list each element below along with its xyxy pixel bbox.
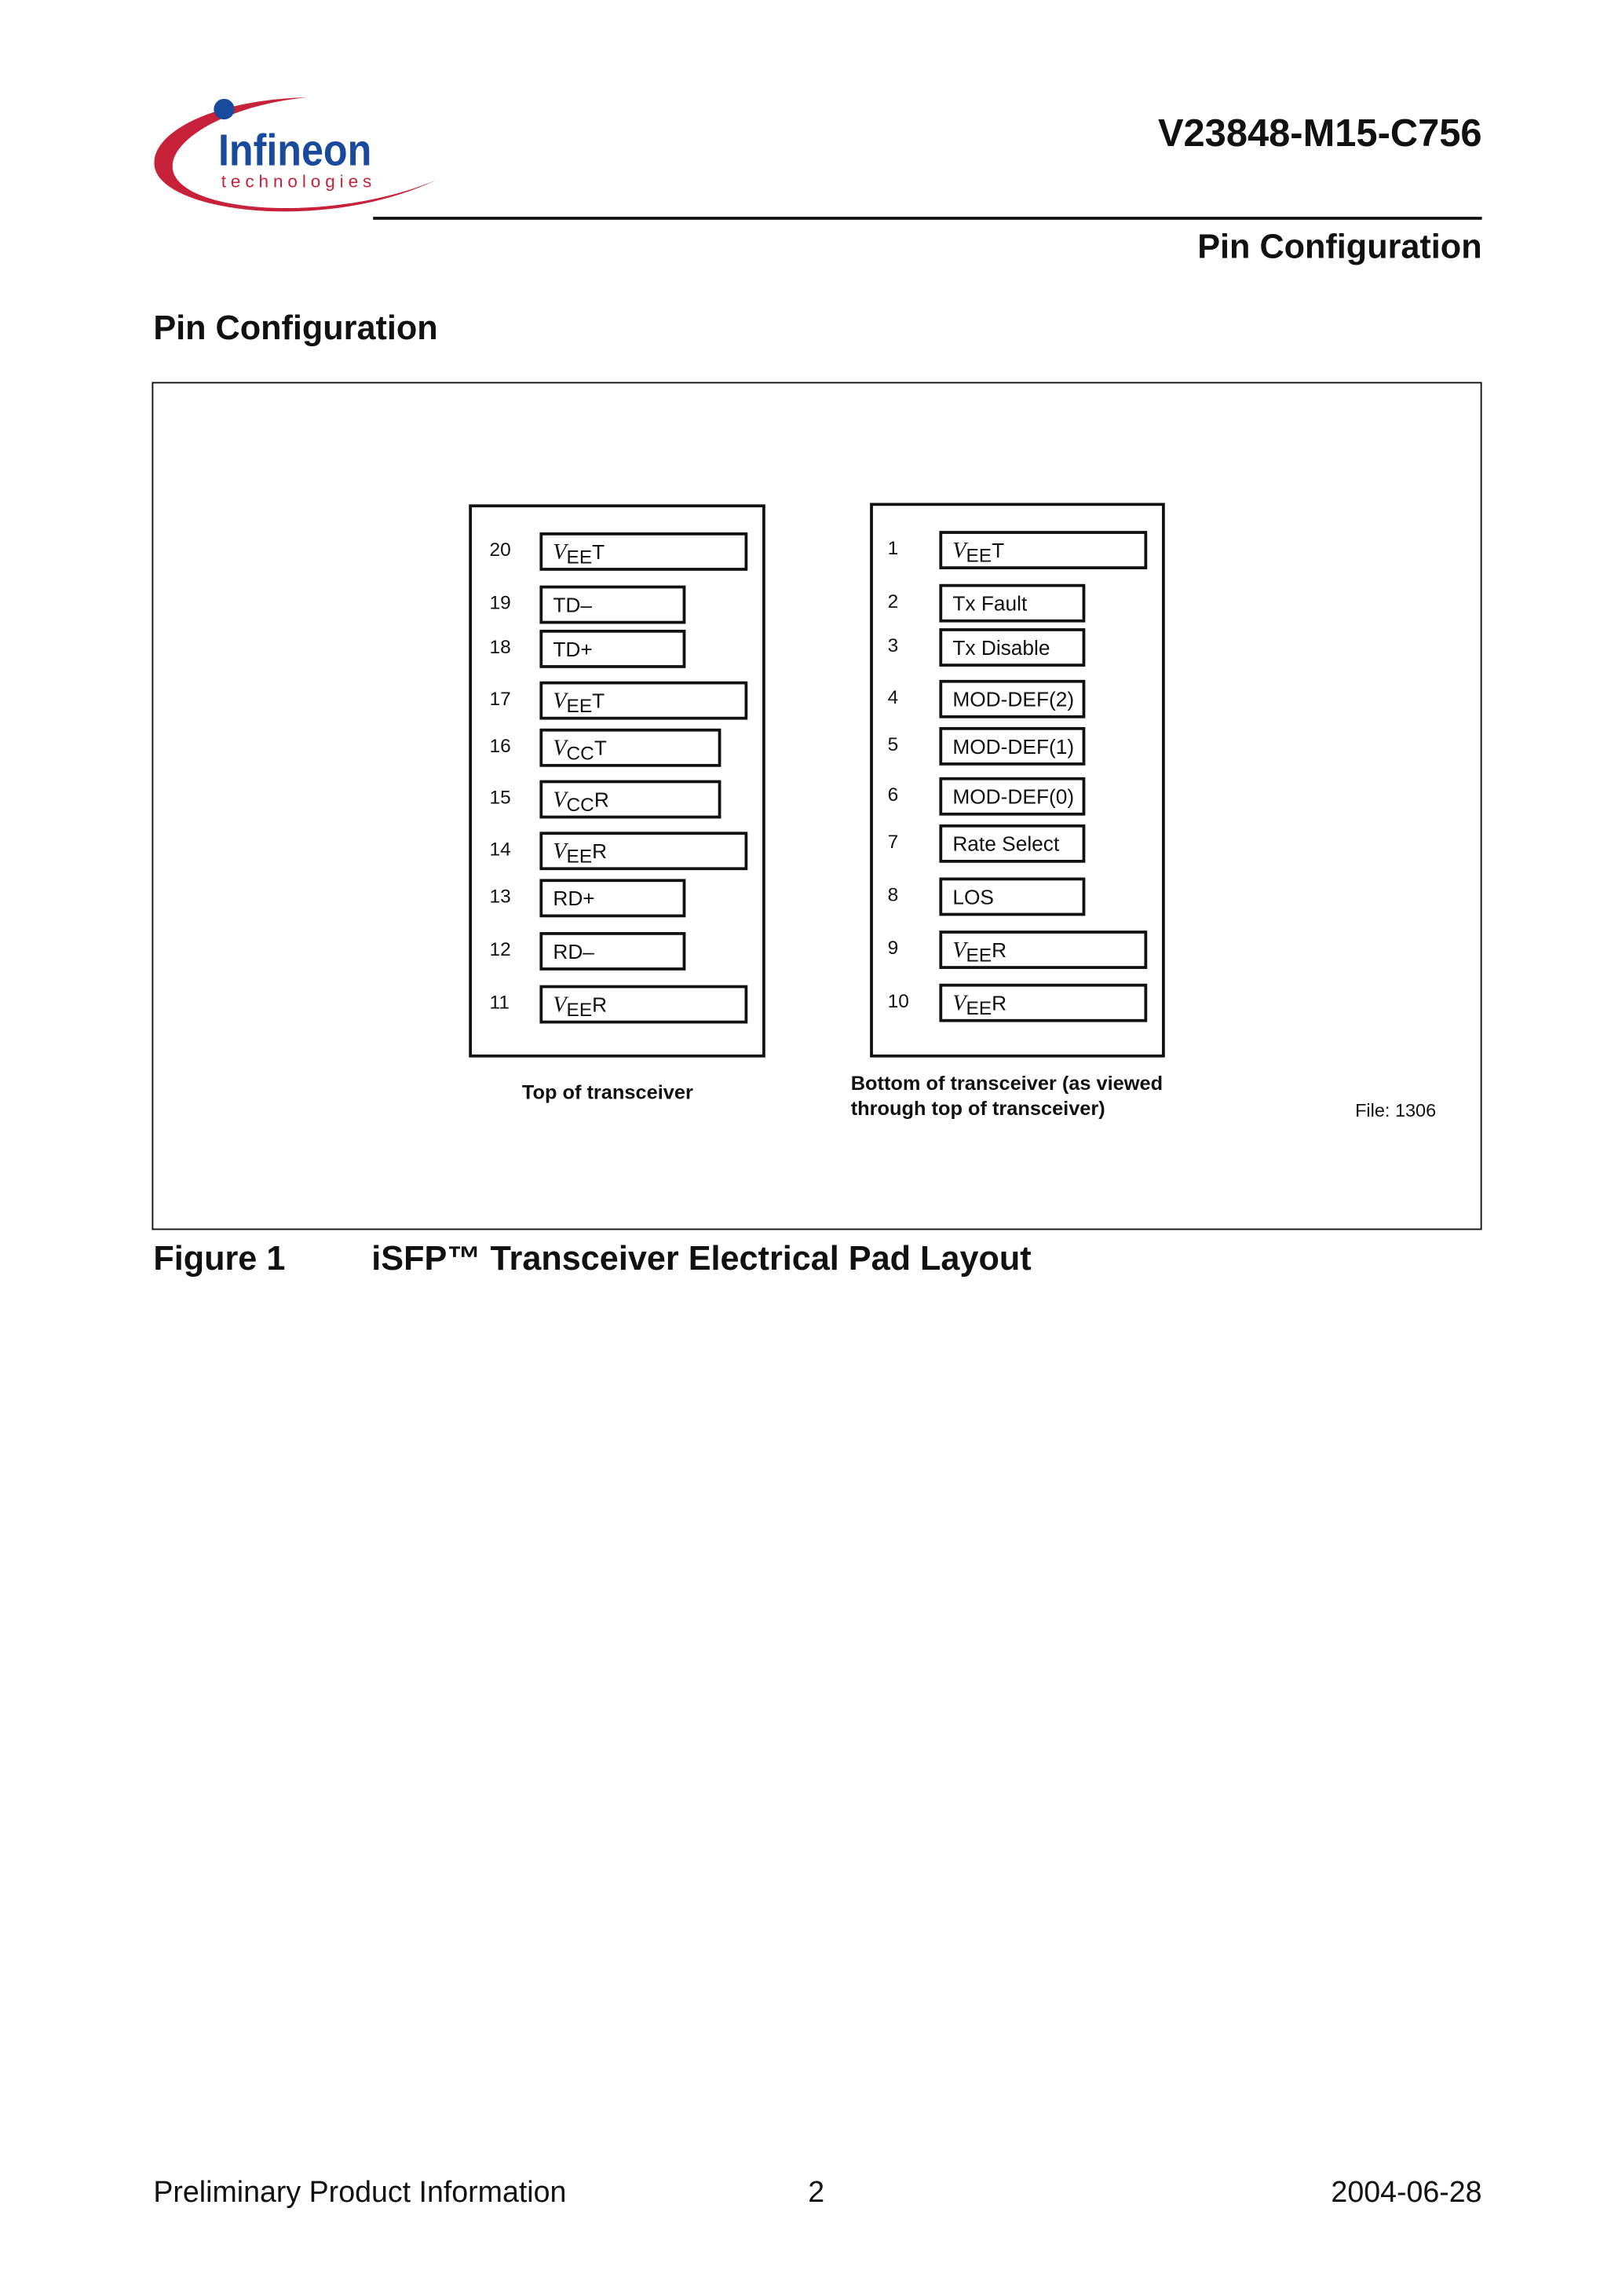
- pin-number: 13: [489, 884, 511, 908]
- pin-pad: [539, 729, 721, 767]
- pin-pad: Tx Disable: [939, 628, 1085, 667]
- figure-number: Figure 1: [153, 1238, 286, 1278]
- pin-label-suffix: R: [992, 991, 1007, 1015]
- pin-pad: [539, 781, 721, 819]
- pin-label-v: V: [553, 840, 567, 865]
- pin-number: 5: [887, 733, 899, 755]
- pin-label-sub: EE: [966, 996, 992, 1019]
- pin-pad: Rate Select: [939, 824, 1085, 863]
- pin-label-suffix: R: [592, 993, 608, 1017]
- pin-label-v: V: [952, 939, 966, 963]
- pin-number: 16: [489, 734, 511, 757]
- pin-number: 20: [489, 538, 511, 561]
- pin-label-suffix: T: [992, 538, 1005, 562]
- pin-number: 7: [887, 830, 899, 853]
- pin-pad: Tx Fault: [939, 584, 1085, 623]
- footer-status: Preliminary Product Information: [153, 2177, 567, 2210]
- logo-subtext: technologies: [221, 171, 372, 192]
- pin-pad: RD–: [539, 932, 685, 971]
- pin-number: 9: [887, 936, 899, 959]
- infineon-logo: [148, 91, 443, 227]
- pin-label-sub: CC: [566, 793, 594, 816]
- pin-number: 19: [489, 591, 511, 614]
- pin-number: 12: [489, 938, 511, 960]
- page-number: 2: [808, 2177, 825, 2210]
- pin-number: 4: [887, 686, 899, 708]
- pin-label-suffix: T: [592, 539, 605, 564]
- pin-number: 2: [887, 590, 899, 612]
- pin-label-sub: EE: [566, 998, 593, 1021]
- pin-label-suffix: R: [592, 839, 608, 863]
- footer-date: 2004-06-28: [1331, 2177, 1482, 2210]
- figure-frame: [152, 382, 1481, 1230]
- header-rule: [373, 217, 1481, 220]
- bottom-caption-line1: Bottom of transceiver (as viewed: [850, 1072, 1164, 1095]
- pin-label-sub: EE: [966, 544, 992, 567]
- pin-label-suffix: R: [594, 787, 609, 812]
- page-heading: Pin Configuration: [153, 308, 438, 347]
- pin-pad: [539, 532, 747, 571]
- pin-number: 1: [887, 536, 899, 559]
- pin-pad: RD+: [539, 879, 685, 917]
- pin-pad: [939, 984, 1147, 1022]
- pin-pad: TD–: [539, 586, 685, 624]
- pin-label-v: V: [553, 541, 567, 565]
- pin-label-v: V: [952, 539, 966, 564]
- pin-pad: [539, 682, 747, 720]
- bottom-caption-line2: through top of transceiver): [850, 1097, 1105, 1120]
- pin-label-v: V: [553, 689, 567, 715]
- pin-pad: MOD-DEF(1): [939, 727, 1085, 766]
- pin-label-suffix: T: [594, 736, 607, 760]
- section-title: Pin Configuration: [1197, 227, 1482, 266]
- part-number: V23848-M15-C756: [1157, 110, 1482, 155]
- top-caption: Top of transceiver: [521, 1080, 693, 1103]
- pin-label-suffix: R: [992, 938, 1007, 962]
- pin-number: 3: [887, 634, 899, 656]
- pin-pad: TD+: [539, 630, 685, 668]
- pin-pad: MOD-DEF(0): [939, 777, 1085, 816]
- pin-label-v: V: [553, 737, 567, 762]
- pin-label-sub: CC: [566, 741, 594, 764]
- pin-number: 17: [489, 687, 511, 710]
- pin-label-v: V: [553, 788, 567, 813]
- pin-number: 18: [489, 635, 511, 658]
- pin-number: 6: [887, 783, 899, 806]
- pin-pad: MOD-DEF(2): [939, 680, 1085, 718]
- file-label: File: 1306: [1355, 1100, 1437, 1121]
- pin-label-v: V: [553, 993, 567, 1018]
- figure-title: iSFP™ Transceiver Electrical Pad Layout: [371, 1238, 1032, 1278]
- pin-pad: [939, 531, 1147, 569]
- logo-text: Infineon: [217, 125, 372, 175]
- pin-number: 15: [489, 786, 511, 809]
- pin-label-suffix: T: [592, 689, 605, 713]
- pin-pad: LOS: [939, 878, 1085, 916]
- pin-number: 11: [489, 991, 510, 1014]
- pin-label-sub: EE: [966, 944, 992, 967]
- pin-number: 10: [887, 989, 909, 1012]
- pin-pad: [539, 832, 747, 870]
- pin-label-v: V: [952, 993, 966, 1017]
- pin-number: 8: [887, 883, 899, 906]
- pin-number: 14: [489, 837, 511, 860]
- pin-pad: [939, 930, 1147, 969]
- pin-label-sub: EE: [566, 694, 593, 717]
- pin-label-sub: EE: [566, 845, 593, 868]
- pin-pad: [539, 985, 747, 1024]
- pin-label-sub: EE: [566, 545, 593, 569]
